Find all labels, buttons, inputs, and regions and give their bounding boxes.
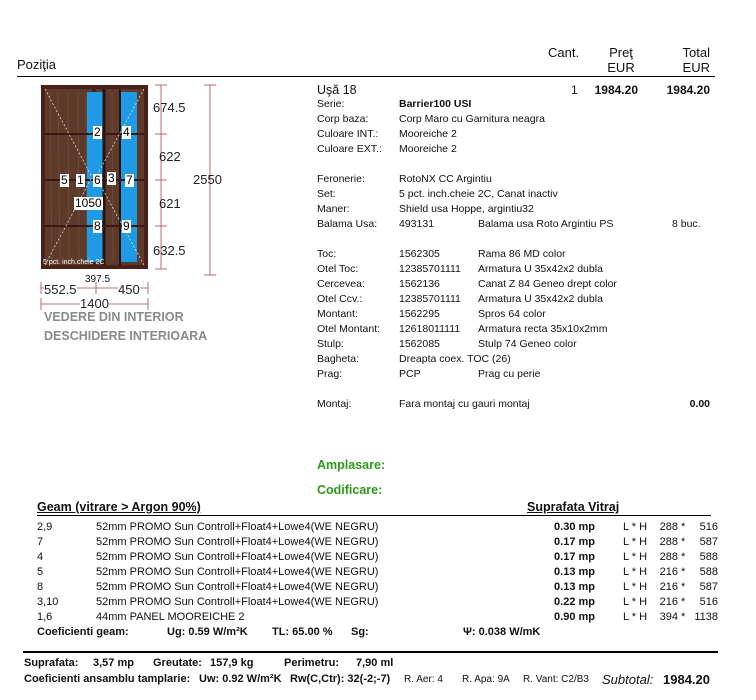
profile-desc: Canat Z 84 Geneo drept color	[478, 278, 617, 290]
profile-code: PCP	[399, 368, 421, 380]
glass-area: 0.17 mp	[554, 536, 595, 548]
footer-perimetru-label: Perimetru:	[284, 657, 340, 669]
glass-w: 288	[659, 521, 678, 533]
cell-label: 8	[94, 219, 101, 233]
glass-x: *	[681, 611, 686, 623]
glass-lh: L * H	[623, 521, 648, 533]
glass-x: *	[681, 551, 686, 563]
col-pret-header: Preţ	[609, 45, 633, 60]
glass-pos: 1,6	[37, 611, 53, 623]
footer-raer: R. Aer: 4	[404, 674, 443, 685]
glass-w: 216	[659, 581, 678, 593]
hw-value: Shield usa Hoppe, argintiu32	[399, 203, 534, 215]
glass-w: 216	[659, 596, 678, 608]
profile-label: Stulp:	[317, 338, 344, 350]
profile-label: Montant:	[317, 308, 358, 320]
hw-value: RotoNX CC Argintiu	[399, 173, 492, 185]
opening-label: DESCHIDERE INTERIOARA	[44, 329, 208, 343]
footer-perimetru-value: 7,90 ml	[356, 657, 394, 669]
glass-pos: 3,10	[37, 596, 59, 608]
profile-label: Prag:	[317, 368, 343, 380]
cell-label: 9	[123, 219, 130, 233]
glass-h: 516	[699, 596, 718, 608]
item-title: Uşă 18	[317, 83, 357, 97]
footer-rvant: R. Vant: C2/B3	[523, 674, 589, 685]
hw-qty: 8 buc.	[672, 218, 701, 230]
glass-ug: Ug: 0.59 W/m²K	[167, 626, 248, 638]
spec-label: Serie:	[317, 98, 345, 110]
item-price: 1984.20	[594, 83, 638, 97]
hw-label: Set:	[317, 188, 336, 200]
profile-code: 1562305	[399, 248, 440, 260]
glass-area-title: Suprafata Vitraj	[527, 500, 620, 514]
dim-label: 622	[159, 149, 181, 164]
glass-h: 1138	[694, 611, 718, 623]
profile-code: 1562085	[399, 338, 440, 350]
footer-divider	[23, 651, 718, 653]
hw-label: Maner:	[317, 203, 350, 215]
glass-w: 394	[659, 611, 678, 623]
glass-area: 0.17 mp	[554, 551, 595, 563]
spec-value: Corp Maro cu Garnitura neagra	[399, 113, 545, 125]
glass-pos: 5	[37, 566, 44, 578]
spec-value: Mooreiche 2	[399, 143, 457, 155]
profile-label: Toc:	[317, 248, 337, 260]
glass-coef-label: Coeficienti geam:	[37, 626, 129, 638]
dim-label: 621	[159, 196, 181, 211]
cell-label: 4	[123, 125, 130, 139]
subtotal-label: Subtotal:	[602, 672, 654, 687]
glass-pos: 7	[37, 536, 44, 548]
spec-value: Mooreiche 2	[399, 128, 457, 140]
mid-width-label: 1050	[75, 196, 102, 210]
bottom-mid-label: 397.5	[85, 274, 111, 285]
subtotal-value: 1984.20	[663, 672, 710, 687]
glass-h: 588	[699, 551, 718, 563]
footer-suprafata-label: Suprafata:	[24, 657, 79, 669]
cell-label: 5	[61, 173, 68, 187]
spec-label: Corp baza:	[317, 113, 369, 125]
spec-label: Culoare EXT.:	[317, 143, 382, 155]
glass-x: *	[681, 521, 686, 533]
glass-desc: 52mm PROMO Sun Controll+Float4+Lowe4(WE NEGRU)	[96, 566, 379, 578]
hw-label: Feronerie:	[317, 173, 365, 185]
view-label: VEDERE DIN INTERIOR	[44, 310, 184, 324]
item-total: 1984.20	[666, 83, 710, 97]
col-cant-header: Cant.	[548, 45, 580, 60]
glass-x: *	[681, 581, 686, 593]
amplasare-label: Amplasare:	[317, 458, 386, 472]
profile-desc: Spros 64 color	[478, 308, 546, 320]
header-divider	[17, 76, 715, 77]
glass-desc: 52mm PROMO Sun Controll+Float4+Lowe4(WE NEGRU)	[96, 551, 379, 563]
glass-area: 0.90 mp	[554, 611, 595, 623]
glass-pos: 2,9	[37, 521, 53, 533]
profile-code: 1562295	[399, 308, 440, 320]
glass-h: 587	[699, 536, 718, 548]
cell-label: 2	[94, 125, 101, 139]
codificare-label: Codificare:	[317, 483, 383, 497]
footer-rapa: R. Apa: 9A	[462, 674, 510, 685]
glass-x: *	[681, 536, 686, 548]
glass-w: 288	[659, 551, 678, 563]
glass-tl: TL: 65.00 %	[272, 626, 333, 638]
glass-h: 516	[699, 521, 718, 533]
spec-label: Culoare INT.:	[317, 128, 379, 140]
glass-desc: 52mm PROMO Sun Controll+Float4+Lowe4(WE NEGRU)	[96, 521, 379, 533]
profile-label: Otel Montant:	[317, 323, 381, 335]
cell-label: 6	[94, 173, 101, 187]
spec-value: Barrier100 USI	[399, 98, 472, 110]
dim-label: 674.5	[153, 100, 186, 115]
profile-code: 12385701111	[399, 293, 461, 305]
montaj-value: Fara montaj cu gauri montaj	[399, 398, 530, 410]
glass-area: 0.22 mp	[554, 596, 595, 608]
glass-pos: 4	[37, 551, 44, 563]
hardware-note: 5 pct. inch.cheie 2C	[43, 259, 105, 266]
dim-label: 632.5	[153, 243, 186, 258]
col-pozitia-header: Poziţia	[17, 57, 57, 72]
total-width-label: 1400	[80, 296, 109, 311]
profile-desc: Stulp 74 Geneo color	[478, 338, 577, 350]
glass-area: 0.30 mp	[554, 521, 595, 533]
profile-desc: Rama 86 MD color	[478, 248, 566, 260]
col-pret-unit: EUR	[607, 60, 635, 75]
profile-label: Cercevea:	[317, 278, 365, 290]
bottom-right-label: 450	[118, 282, 140, 297]
col-total-unit: EUR	[682, 60, 710, 75]
glass-desc: 52mm PROMO Sun Controll+Float4+Lowe4(WE NEGRU)	[96, 581, 379, 593]
glass-x: *	[681, 596, 686, 608]
cell-label: 7	[126, 173, 133, 187]
glass-sg: Sg:	[351, 626, 369, 638]
cell-label: 1	[77, 173, 84, 187]
glass-h: 588	[699, 566, 718, 578]
profile-code: 1562136	[399, 278, 440, 290]
glass-section-title: Geam (vitrare > Argon 90%)	[37, 500, 201, 514]
glass-table-divider	[37, 515, 711, 516]
hw-code: 493131	[399, 218, 435, 230]
profile-code: Dreapta coex. TOC (26)	[399, 353, 511, 365]
glass-lh: L * H	[623, 566, 648, 578]
glass-lh: L * H	[623, 611, 648, 623]
glass-x: *	[681, 566, 686, 578]
profile-desc: Armatura recta 35x10x2mm	[478, 323, 608, 335]
glass-pos: 8	[37, 581, 44, 593]
montaj-price: 0.00	[689, 398, 710, 410]
glass-psi: Ψ: 0.038 W/mK	[463, 626, 541, 638]
hw-label: Balama Usa:	[317, 218, 378, 230]
glass-lh: L * H	[623, 581, 648, 593]
glass-desc: 52mm PROMO Sun Controll+Float4+Lowe4(WE NEGRU)	[96, 596, 379, 608]
glass-area: 0.13 mp	[554, 581, 595, 593]
col-total-header: Total	[682, 45, 710, 60]
glass-h: 587	[699, 581, 718, 593]
profile-desc: Prag cu perie	[478, 368, 541, 380]
footer-uw: Uw: 0.92 W/m²K	[199, 673, 282, 685]
total-height-label: 2550	[193, 172, 222, 187]
hw-desc: Balama usa Roto Argintiu PS	[478, 218, 614, 230]
item-qty: 1	[571, 83, 578, 97]
cell-label: 3	[108, 171, 115, 185]
footer-coef-label: Coeficienti ansamblu tamplarie:	[24, 673, 191, 685]
footer-rw: Rw(C,Ctr): 32(-2;-7)	[290, 673, 391, 685]
footer-suprafata-value: 3,57 mp	[93, 657, 134, 669]
glass-desc: 44mm PANEL MOOREICHE 2	[96, 611, 245, 623]
profile-desc: Armatura U 35x42x2 dubla	[478, 293, 603, 305]
glass-lh: L * H	[623, 596, 648, 608]
glass-area: 0.13 mp	[554, 566, 595, 578]
glass-w: 216	[659, 566, 678, 578]
bottom-left-label: 552.5	[44, 282, 77, 297]
profile-desc: Armatura U 35x42x2 dubla	[478, 263, 603, 275]
glass-lh: L * H	[623, 536, 648, 548]
footer-greutate-label: Greutate:	[153, 657, 202, 669]
profile-code: 12385701111	[399, 263, 461, 275]
glass-desc: 52mm PROMO Sun Controll+Float4+Lowe4(WE NEGRU)	[96, 536, 379, 548]
glass-lh: L * H	[623, 551, 648, 563]
profile-code: 12618011111	[399, 323, 461, 335]
footer-greutate-value: 157,9 kg	[210, 657, 254, 669]
glass-w: 288	[659, 536, 678, 548]
profile-label: Otel Ccv.:	[317, 293, 363, 305]
montaj-label: Montaj:	[317, 398, 352, 410]
profile-label: Bagheta:	[317, 353, 360, 365]
profile-label: Otel Toc:	[317, 263, 359, 275]
hw-value: 5 pct. inch.cheie 2C, Canat inactiv	[399, 188, 558, 200]
